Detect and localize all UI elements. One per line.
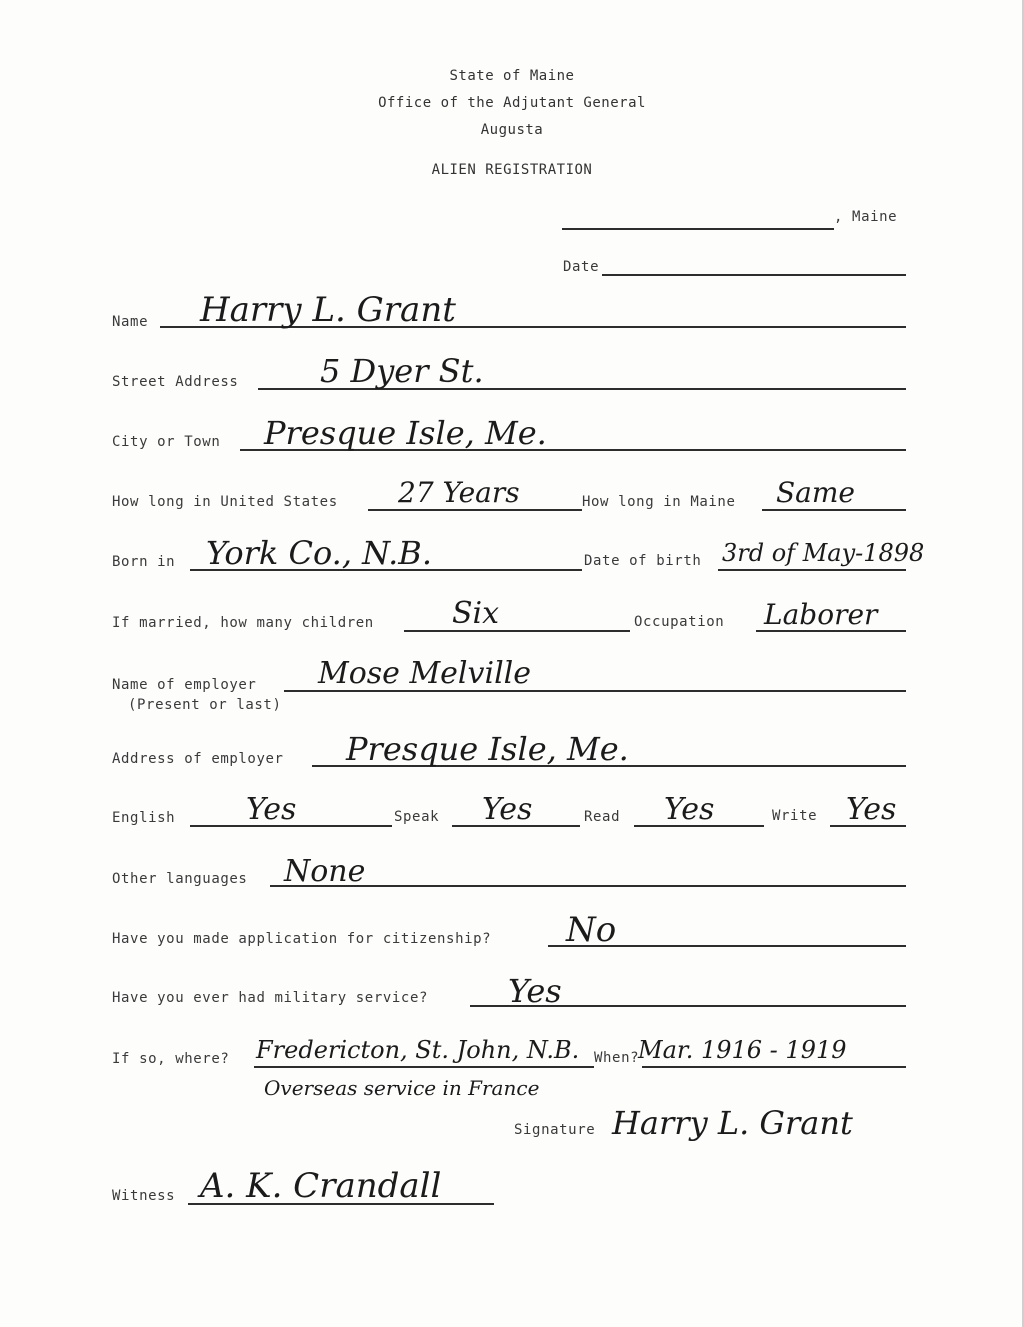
employer-sublabel: (Present or last) [128, 697, 282, 713]
english-label: English [112, 810, 176, 826]
signature-value: Harry L. Grant [612, 1104, 853, 1142]
when-value: Mar. 1916 - 1919 [638, 1036, 847, 1064]
read-value: Yes [664, 792, 715, 827]
read-label: Read [584, 809, 621, 825]
when-line [642, 1066, 906, 1068]
military-value: Yes [508, 972, 562, 1010]
speak-label: Speak [394, 809, 440, 825]
where-note: Overseas service in France [264, 1076, 540, 1100]
name-value: Harry L. Grant [200, 290, 456, 330]
children-line [404, 630, 630, 632]
where-value: Fredericton, St. John, N.B. [256, 1036, 580, 1064]
citizenship-label: Have you made application for citizenship? [112, 931, 492, 947]
signature-label: Signature [514, 1122, 596, 1138]
write-value: Yes [846, 792, 897, 827]
maine-duration-line [762, 509, 906, 511]
header-state: State of Maine [449, 68, 575, 84]
us-duration-value: 27 Years [398, 476, 520, 509]
when-label: When? [594, 1050, 640, 1066]
other-languages-label: Other languages [112, 871, 248, 887]
employer-label: Name of employer [112, 677, 257, 693]
dob-label: Date of birth [584, 553, 702, 569]
speak-value: Yes [482, 792, 533, 827]
employer-address-label: Address of employer [112, 751, 284, 767]
place-line [562, 228, 834, 230]
maine-duration-value: Same [776, 476, 855, 509]
us-duration-line [368, 509, 582, 511]
city-label: City or Town [112, 434, 221, 450]
occupation-label: Occupation [634, 614, 725, 630]
other-languages-line [270, 885, 906, 887]
street-label: Street Address [112, 374, 239, 390]
witness-value: A. K. Crandall [200, 1166, 442, 1206]
where-line [254, 1066, 594, 1068]
maine-duration-label: How long in Maine [582, 494, 736, 510]
employer-address-value: Presque Isle, Me. [346, 730, 629, 768]
citizenship-value: No [566, 910, 617, 950]
date-label: Date [563, 259, 600, 275]
children-value: Six [452, 596, 500, 631]
occupation-value: Laborer [764, 598, 878, 631]
name-label: Name [112, 314, 149, 330]
employer-value: Mose Melville [318, 656, 532, 691]
header-office: Office of the Adjutant General [378, 95, 646, 111]
city-value: Presque Isle, Me. [264, 414, 547, 452]
header-city: Augusta [480, 122, 544, 138]
dob-line [718, 569, 906, 571]
witness-label: Witness [112, 1188, 176, 1204]
born-value: York Co., N.B. [206, 534, 432, 572]
children-label: If married, how many children [112, 615, 374, 631]
write-label: Write [772, 808, 818, 824]
military-label: Have you ever had military service? [112, 990, 429, 1006]
date-line [602, 274, 906, 276]
dob-value: 3rd of May-1898 [722, 539, 925, 567]
form-title: ALIEN REGISTRATION [431, 162, 593, 178]
where-label: If so, where? [112, 1051, 230, 1067]
place-suffix: , Maine [834, 209, 898, 225]
born-label: Born in [112, 554, 176, 570]
other-languages-value: None [284, 854, 366, 889]
us-duration-label: How long in United States [112, 494, 338, 510]
street-value: 5 Dyer St. [320, 352, 484, 390]
english-value: Yes [246, 792, 297, 827]
